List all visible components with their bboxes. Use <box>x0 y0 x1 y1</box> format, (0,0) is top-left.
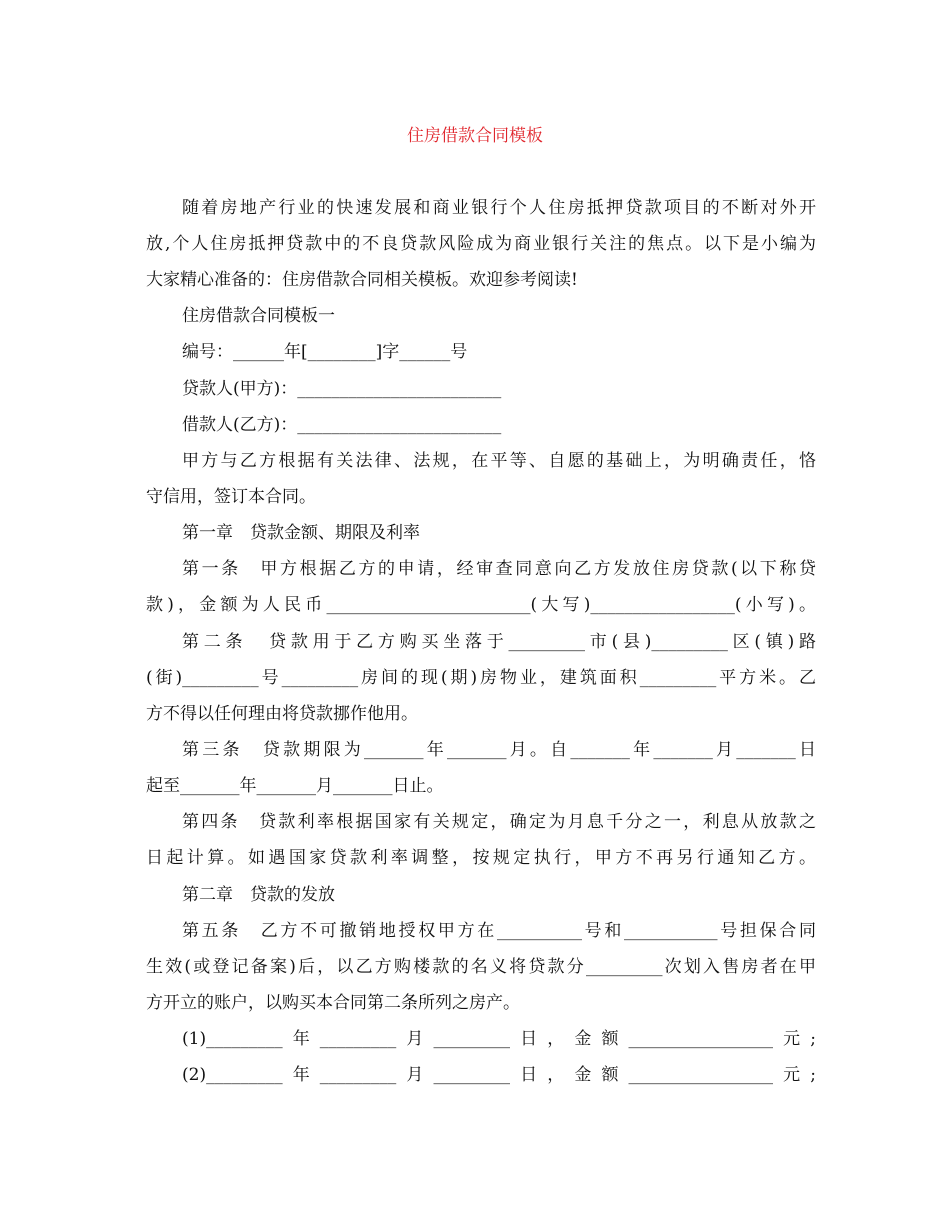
paragraph-line: 随着房地产行业的快速发展和商业银行个人住房抵押贷款项目的不断对外开 <box>182 198 816 218</box>
paragraph-line: 甲方与乙方根据有关法律、法规，在平等、自愿的基础上，为明确责任，恪 <box>182 451 816 471</box>
article-line: 第一条 甲方根据乙方的申请，经审查同意向乙方发放住房贷款(以下称贷 <box>182 559 816 579</box>
article-line: 方开立的账户，以购买本合同第二条所列之房产。 <box>146 993 520 1013</box>
article-line: 第三条 贷款期限为_______年_______月。自_______年_______月_______日 <box>182 740 816 760</box>
contract-number-line: 编号：______年[________]字______号 <box>182 342 468 362</box>
lender-line: 贷款人(甲方)：________________________ <box>182 379 502 399</box>
article-line: 生效(或登记备案)后，以乙方购楼款的名义将贷款分_________次划入售房者在甲 <box>146 957 816 977</box>
paragraph-line: 大家精心准备的：住房借款合同相关模板。欢迎参考阅读! <box>146 270 578 290</box>
article-line: 起至_______年_______月_______日止。 <box>146 776 444 796</box>
article-line: 日起计算。如遇国家贷款利率调整，按规定执行，甲方不再另行通知乙方。 <box>146 848 816 868</box>
document-title: 住房借款合同模板 <box>407 126 543 146</box>
article-line: 第五条 乙方不可撤销地授权甲方在__________号和___________号担保合同 <box>182 921 816 941</box>
installment-line: (2)_________年_________月_________日，金额_________________元; <box>182 1065 816 1085</box>
article-line: (街)_________号_________房间的现(期)房物业，建筑面积_________平方米。乙 <box>146 668 816 688</box>
article-line: 方不得以任何理由将贷款挪作他用。 <box>146 704 418 724</box>
chapter-heading: 第二章 贷款的发放 <box>182 885 335 905</box>
article-line: 第二条 贷款用于乙方购买坐落于_________市(县)_________区(镇)路 <box>182 632 816 652</box>
paragraph-line: 守信用，签订本合同。 <box>146 487 316 507</box>
chapter-heading: 第一章 贷款金额、期限及利率 <box>182 523 420 543</box>
article-line: 款)，金额为人民币________________________(大写)_________________(小写)。 <box>146 595 816 615</box>
borrower-line: 借款人(乙方)：________________________ <box>182 415 502 435</box>
section-heading: 住房借款合同模板一 <box>182 306 335 326</box>
paragraph-line: 放,个人住房抵押贷款中的不良贷款风险成为商业银行关注的焦点。以下是小编为 <box>146 234 816 254</box>
installment-line: (1)_________年_________月_________日，金额_________________元; <box>182 1029 816 1049</box>
article-line: 第四条 贷款利率根据国家有关规定，确定为月息千分之一，利息从放款之 <box>182 812 816 832</box>
